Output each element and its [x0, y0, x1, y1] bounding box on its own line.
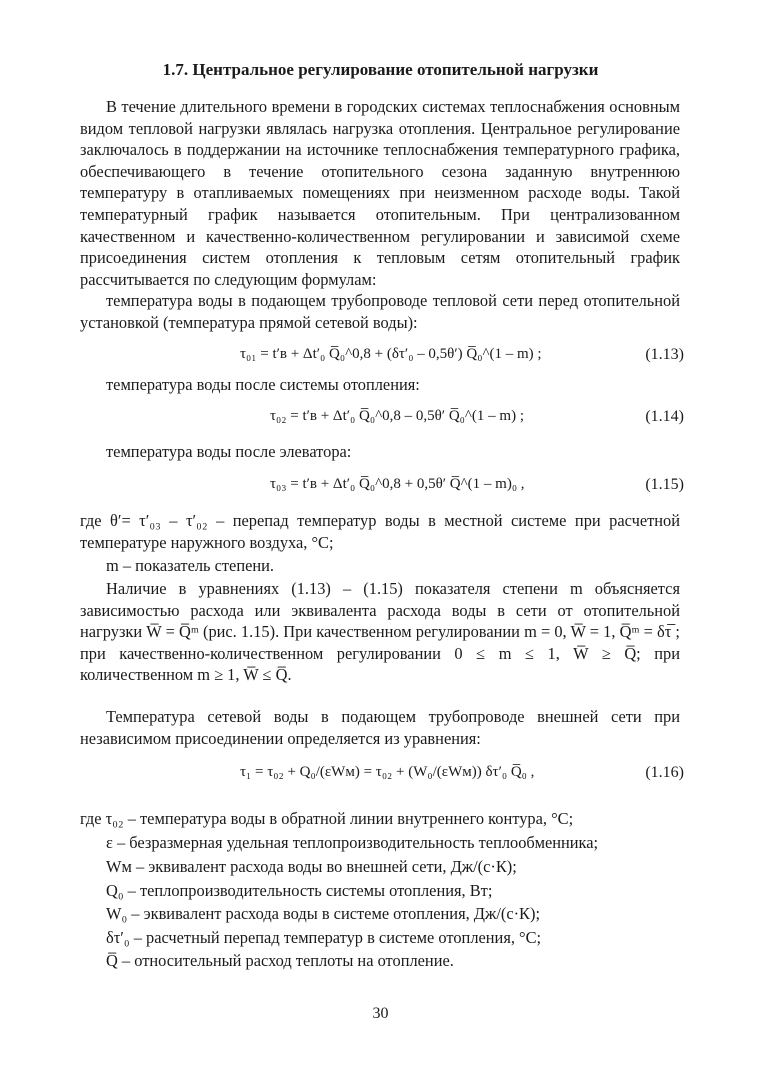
after-heating-paragraph: температура воды после системы отопления: — [106, 375, 420, 394]
formula-number: (1.14) — [645, 408, 684, 425]
definition-line: Wм – эквивалент расхода воды во внешней сети, Дж/(с·К); — [106, 857, 517, 876]
network-temp-paragraph: Температура сетевой воды в подающем трубопроводе внешней сети при независимом присоединении определяется из уравнения: — [80, 707, 680, 748]
formula-expression: τ₁ = τ₀₂ + Q₀/(εWм) = τ₀₂ + (W₀/(εWм)) δτ′₀ Q̅₀ , — [240, 764, 535, 780]
definition-line: W₀ – эквивалент расхода воды в системе отопления, Дж/(с·К); — [106, 904, 541, 923]
formula-number: (1.15) — [645, 476, 684, 493]
where-theta-paragraph: где θ′= τ′₀₃ – τ′₀₂ – перепад температур воды в местной системе при расчетной температуре наружного воздуха, °С; — [80, 511, 680, 552]
m-exponent-line: m – показатель степени. — [106, 556, 275, 575]
formula-expression: τ₀₁ = t′в + Δt′₀ Q̅₀^0,8 + (δτ′₀ – 0,5θ′) Q̅₀^(1 – m) ; — [240, 346, 542, 362]
definition-line: где τ₀₂ – температура воды в обратной линии внутреннего контура, °С; — [80, 809, 574, 828]
intro-paragraph: В течение длительного времени в городских системах теплоснабжения основным видом тепловой нагрузки являлась нагрузка отопления. Центральное регулирование заключалось в поддержании на источнике теплоснабжения температурного графика, обеспечивающего в течение отопительного сезона заданную внутреннюю температуру в отапливаемых помещениях при неизменном расходе воды. Такой температурный график называется отопительным. При централизованном качественном и качественно-количественном регулировании и зависимой схеме присоединения систем отопления к тепловым сетям отопительный график рассчитывается по следующим формулам: — [80, 97, 680, 289]
after-elevator-paragraph: температура воды после элеватора: — [106, 442, 352, 461]
page-number: 30 — [372, 1005, 389, 1022]
definition-line: Q̅ – относительный расход теплоты на отопление. — [106, 951, 454, 970]
definition-line: Q₀ – теплопроизводительность системы отопления, Вт; — [106, 881, 493, 900]
presence-paragraph: Наличие в уравнениях (1.13) – (1.15) показателя степени m объясняется зависимостью расхода или эквивалента расхода воды в сети от отопительной нагрузки W̅ = Q̅ᵐ (рис. 1.15). При качественном регулировании m = 0, W̅ = 1, Q̅ᵐ = δτ̅ ; при качественно-количественном регулировании 0 ≤ m ≤ 1, W̅ ≥ Q̅; при количественном m ≥ 1, W̅ ≤ Q̅. — [80, 579, 680, 685]
formula-1-13 — [80, 342, 684, 372]
section-heading: 1.7. Центральное регулирование отопительной нагрузки — [162, 60, 599, 79]
formula-number: (1.13) — [645, 346, 684, 363]
formula-expression: τ₀₂ = t′в + Δt′₀ Q̅₀^0,8 – 0,5θ′ Q̅₀^(1 – m) ; — [270, 408, 525, 424]
formula-1-15 — [80, 472, 684, 502]
formula-1-14 — [80, 404, 684, 434]
formula-number: (1.16) — [645, 764, 684, 781]
definition-line: δτ′₀ – расчетный перепад температур в системе отопления, °С; — [106, 928, 542, 947]
definition-line: ε – безразмерная удельная теплопроизводительность теплообменника; — [106, 833, 599, 852]
formula-expression: τ₀₃ = t′в + Δt′₀ Q̅₀^0,8 + 0,5θ′ Q̅^(1 – m)₀ , — [270, 476, 525, 492]
supply-temp-paragraph: температура воды в подающем трубопроводе тепловой сети перед отопительной установкой (температура прямой сетевой воды): — [80, 291, 680, 332]
formula-1-16 — [80, 760, 684, 790]
